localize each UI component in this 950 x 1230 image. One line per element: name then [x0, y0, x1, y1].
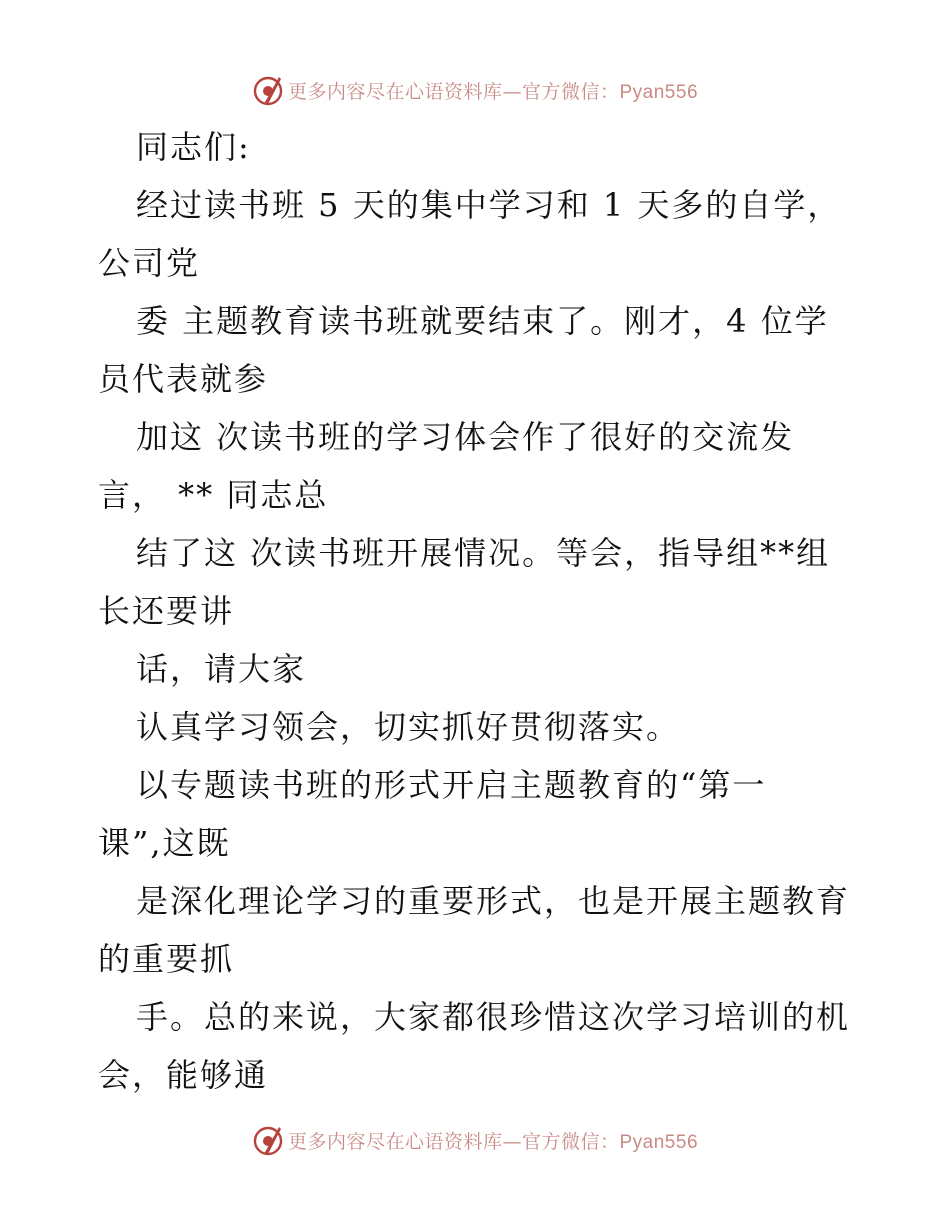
paragraph-line: 的重要抓: [98, 940, 235, 978]
watermark-footer: [0, 1120, 950, 1160]
document-body: [98, 118, 858, 1104]
quill-logo-icon: [252, 1124, 284, 1156]
paragraph-line: 加这 次读书班的学习体会作了很好的交流发: [136, 418, 795, 456]
paragraph-line: 结了这 次读书班开展情况。等会，指导组**组: [136, 534, 831, 572]
paragraph-line: 认真学习领会，切实抓好贯彻落实。: [136, 708, 681, 746]
paragraph-line: 会，能够通: [98, 1056, 269, 1094]
paragraph-line: 话，请大家: [136, 650, 307, 688]
quill-logo-icon: [252, 74, 284, 106]
paragraph-line: 同志们:: [136, 128, 251, 166]
paragraph-line: 言， ** 同志总: [98, 476, 329, 514]
paragraph-line: 手。总的来说，大家都很珍惜这次学习培训的机: [136, 998, 851, 1036]
watermark-text: 更多内容尽在心语资料库—官方微信：Pyan556: [287, 1130, 699, 1153]
paragraph-line: 课”,这既: [98, 824, 231, 862]
paragraph-line: 委 主题教育读书班就要结束了。刚才，4 位学: [136, 302, 829, 340]
paragraph-line: 是深化理论学习的重要形式，也是开展主题教育: [136, 882, 851, 920]
paragraph-line: 员代表就参: [98, 360, 269, 398]
paragraph-line: 公司党: [98, 244, 201, 282]
paragraph-line: 以专题读书班的形式开启主题教育的“第一: [136, 766, 767, 804]
paragraph-line: 长还要讲: [98, 592, 235, 630]
watermark-header: [0, 70, 950, 110]
paragraph-line: 经过读书班 5 天的集中学习和 1 天多的自学，: [136, 186, 842, 224]
watermark-text: 更多内容尽在心语资料库—官方微信：Pyan556: [287, 80, 699, 103]
